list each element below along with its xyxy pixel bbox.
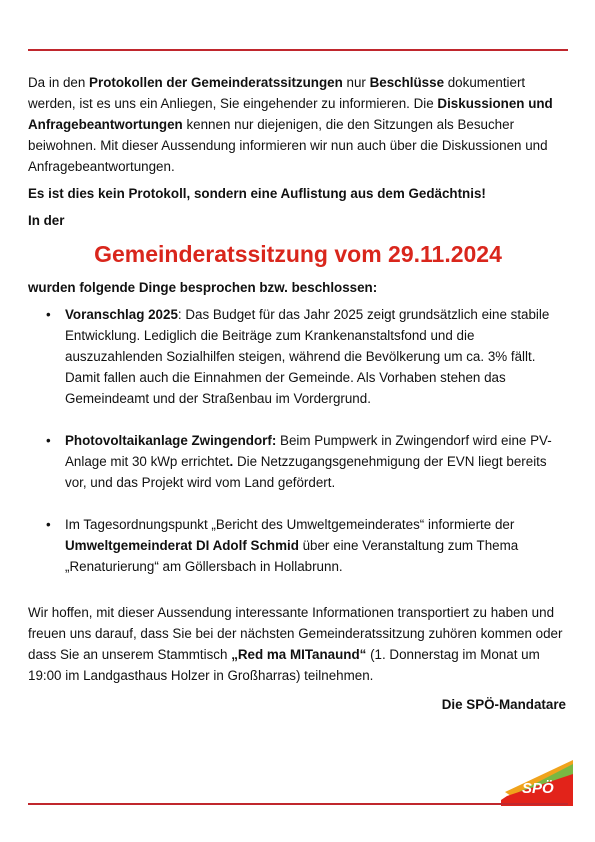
logo-text: SPÖ: [522, 780, 554, 797]
item-text: : Das Budget für das Jahr 2025 zeigt grundsätzlich eine stabile Entwicklung. Lediglich die Beiträge zum Krankenanstaltsfond und die auszuzahlenden Sozialhilfen steigen, während die Bevölkerung um ca. 3% fällt. Damit fallen auch die Einnahmen der Gemeinde. Als Vorhaben stehen das Gemeindeamt und der Straßenbau im Vordergrund.: [65, 307, 550, 406]
agenda-item-voranschlag: [28, 304, 568, 409]
agenda-list: [28, 304, 568, 577]
signature: Die SPÖ-Mandatare: [441, 697, 566, 712]
intro-text-3: dokumentiert werden, ist es uns ein Anliegen, Sie eingehender zu informieren. Die: [28, 75, 526, 111]
intro-bold-protokolle: Protokollen der Gemeinderatssitzungen: [89, 75, 343, 90]
stammtisch-name: „Red ma MITanaund“: [231, 647, 367, 662]
agenda-item-umweltbericht: [28, 514, 568, 577]
closing-text-2: (1. Donnerstag im Monat um 19:00 im Landgasthaus Holzer in Großharras) teilnehmen.: [28, 647, 540, 683]
item-text: Im Tagesordnungspunkt „Bericht des Umweltgemeinderates“ informierte der: [65, 517, 515, 532]
disclaimer-note: Es ist dies kein Protokoll, sondern eine Auflistung aus dem Gedächtnis!: [28, 186, 486, 201]
meeting-headline: Gemeinderatssitzung vom 29.11.2024: [94, 241, 502, 267]
intro-text-4: kennen nur diejenigen, die den Sitzungen als Besucher beiwohnen. Mit dieser Aussendung informieren wir nun auch über die Diskussionen und Anfragebeantwortungen.: [28, 117, 548, 174]
item-bold-period: .: [229, 454, 234, 469]
closing-paragraph: [28, 602, 568, 686]
closing-text-1: Wir hoffen, mit dieser Aussendung interessante Informationen transportiert zu haben und freuen uns darauf, dass Sie bei der nächsten Gemeinderatssitzung zuhören kommen oder dass Sie an unserem Stammtisch: [28, 605, 563, 662]
intro-bold-diskussionen: Diskussionen und Anfragebeantwortungen: [28, 96, 553, 132]
intro-paragraph: [28, 72, 568, 177]
intro-bold-beschluesse: Beschlüsse: [369, 75, 445, 90]
intro-text-1: Da in den: [28, 75, 90, 90]
bullet-icon: •: [46, 307, 51, 322]
lead-sentence: wurden folgende Dinge besprochen bzw. beschlossen:: [28, 280, 378, 295]
item-text-2: Die Netzzugangsgenehmigung der EVN liegt bereits vor, und das Projekt wird vom Land gefördert.: [65, 454, 547, 490]
bottom-rule: [28, 803, 568, 805]
item-title: Voranschlag 2025: [65, 307, 178, 322]
item-title: Photovoltaikanlage Zwingendorf:: [65, 433, 277, 448]
agenda-item-photovoltaik: [28, 430, 568, 493]
document-body: [28, 72, 568, 715]
intro-text-2: nur: [342, 75, 370, 90]
bullet-icon: •: [46, 517, 51, 532]
top-rule: [28, 49, 568, 51]
item-text: Beim Pumpwerk in Zwingendorf wird eine PV-Anlage mit 30 kWp errichtet: [65, 433, 552, 469]
item-bold-name: Umweltgemeinderat DI Adolf Schmid: [65, 538, 299, 553]
item-text-2: über eine Veranstaltung zum Thema „Renaturierung“ am Göllersbach in Hollabrunn.: [65, 538, 519, 574]
bullet-icon: •: [46, 433, 51, 448]
in-der-label: In der: [28, 213, 65, 228]
